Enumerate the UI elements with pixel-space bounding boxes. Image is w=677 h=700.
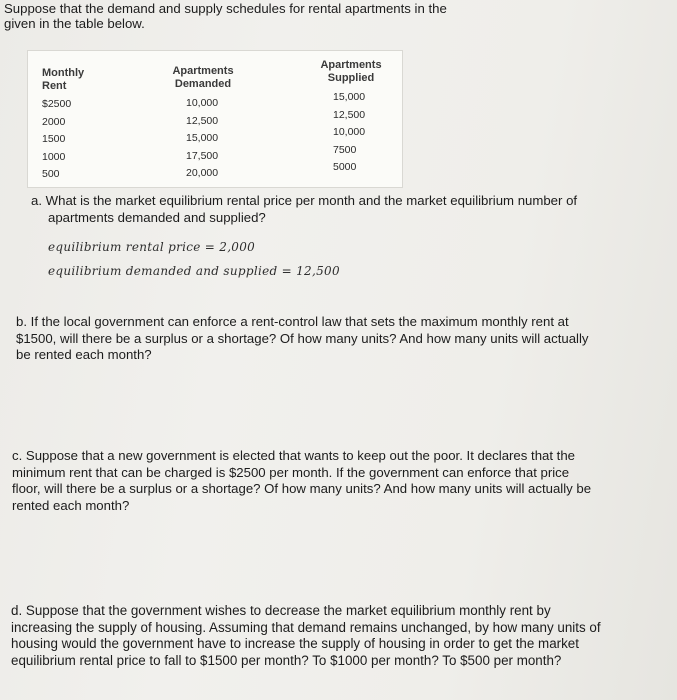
intro-text xyxy=(4,1,447,31)
table-cell: 17,500 xyxy=(186,149,219,162)
header-monthly-rent: Monthly Rent xyxy=(42,67,85,92)
table-cell: 1500 xyxy=(42,133,66,146)
question-d: d. Suppose that the government wishes to decrease the market equilibrium monthly rent by increasing the supply of housing. Assuming that demand remains unchanged, by how many units of housing would the government have to increase the supply of housing in order to get the market equilibrium rental price to fall to $1500 per month? To $1000 per month? To $500 per month? xyxy=(11,603,601,668)
table-cell: 15,000 xyxy=(186,132,219,145)
table-cell: 12,500 xyxy=(186,114,219,127)
table-cell: 20,000 xyxy=(186,167,219,180)
header-apartments-demanded: Apartments Demanded xyxy=(172,65,234,90)
answer-a-price: equilibrium rental price = 2,000 xyxy=(48,240,256,254)
column-supplied xyxy=(333,89,383,177)
table-cell: $2500 xyxy=(42,98,72,110)
schedule-table xyxy=(27,50,403,188)
table-cell: 500 xyxy=(42,168,60,181)
table-cell: 15,000 xyxy=(333,91,366,103)
table-cell: 10,000 xyxy=(333,126,366,139)
table-cell: 7500 xyxy=(333,143,357,156)
table-cell: 5000 xyxy=(333,161,357,174)
question-a: a. What is the market equilibrium rental price per month and the market equilibrium number of apartments demanded and supplied? xyxy=(31,193,578,225)
question-c: c. Suppose that a new government is elected that wants to keep out the poor. It declares that the minimum rent that can be charged is $2500 per month. If the government can enforce that price floor, will there be a surplus or a shortage? Of how many units? And how many units will actually be rented each month? xyxy=(12,448,592,513)
table-cell: 12,500 xyxy=(333,108,366,121)
column-rent xyxy=(42,96,82,184)
table-cell: 2000 xyxy=(42,115,66,128)
table-cell: 1000 xyxy=(42,150,66,163)
intro-line-1: Suppose that the demand and supply schedules for rental apartments in the xyxy=(4,1,447,16)
column-demanded xyxy=(186,95,236,183)
table-cell: 10,000 xyxy=(186,97,219,109)
answer-a-quantity: equilibrium demanded and supplied = 12,500 xyxy=(48,264,340,278)
question-b: b. If the local government can enforce a rent-control law that sets the maximum monthly rent at $1500, will there be a surplus or a shortage? Of how many units? And how many units will actually be rented each month? xyxy=(16,314,589,362)
header-apartments-supplied: Apartments Supplied xyxy=(320,59,382,84)
intro-line-2: given in the table below. xyxy=(4,16,145,31)
